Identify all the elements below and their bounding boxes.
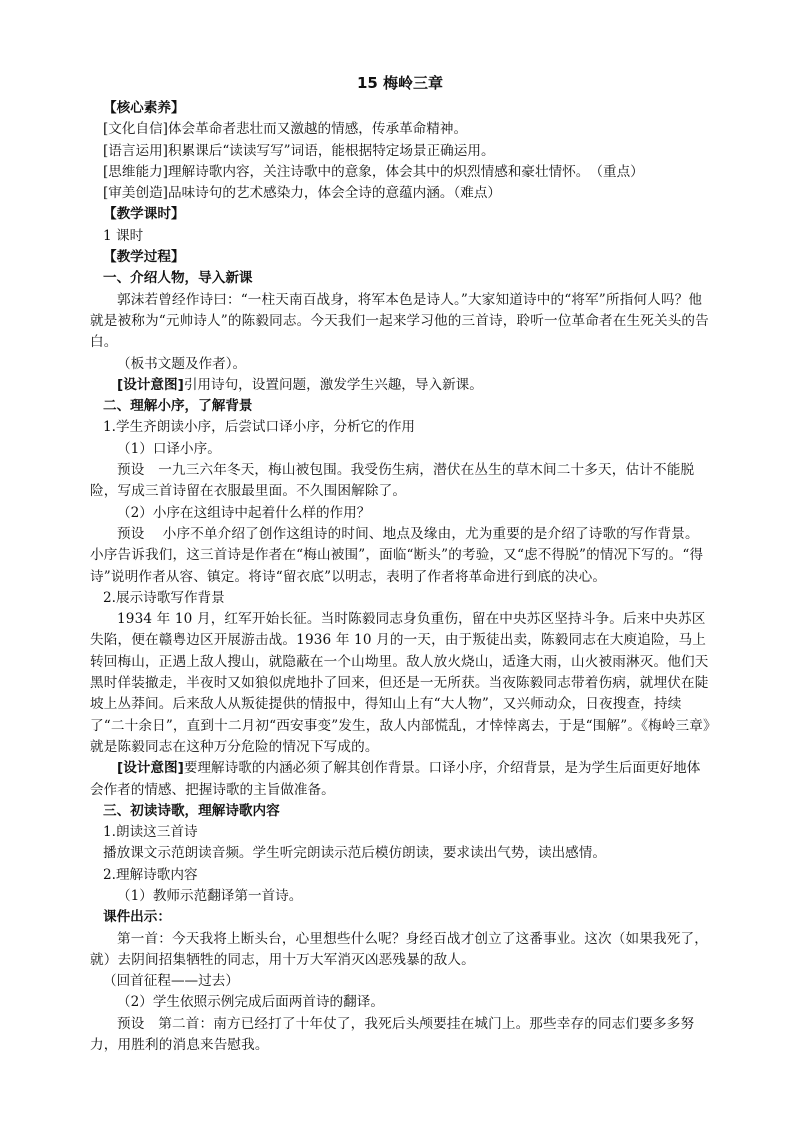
section-2-item-2-paragraph: 1934 年 10 月，红军开始长征。当时陈毅同志身负重伤，留在中央苏区坚持斗争。后来中央苏区失陷，便在赣粤边区开展游击战。1936 年 10 月的一天，由于叛徒出卖，陈毅同志在大庾追险，马上转回梅山，正遇上敌人搜山，就隐蔽在一个山坳里。敌人放火烧山，适逢大雨，山火被雨淋灭。他们天黑时佯装撤走，半夜时又如狼似虎地扑了回来，但还是一无所获。当夜陈毅同志带着伤病，就埋伏在陡坡上丛莽间。后来敌人从叛徒提供的情报中，得知山上有“大人物”，又兴师动众，日夜搜查，持续了“二十余日”，直到十二月初“西安事变”发生，敌人内部慌乱，才悻悻离去，于是“围解”。《梅岭三章》就是陈毅同志在这种万分危险的情况下写成的。: [90, 611, 710, 755]
design-intent-text: 要理解诗歌的内涵必须了解其创作背景。口译小序，介绍背景，是为学生后面更好地体会作者的情感、把握诗歌的主旨做准备。: [90, 760, 701, 798]
section-2-item-2: 2.展示诗歌写作背景: [103, 589, 225, 606]
section-3-item-2b: （2）学生依照示例完成后面两首诗的翻译。: [117, 994, 384, 1011]
core-item-3: [思维能力]理解诗歌内容，关注诗歌中的意象，体会其中的炽烈情感和豪壮情怀。 （重点）: [103, 163, 644, 180]
poem-1-note: （回首征程——过去）: [103, 973, 239, 990]
section-1-intent: [90, 375, 710, 396]
section-2-item-1a: （1）口译小序。: [117, 440, 221, 457]
poem-1-translation: 第一首：今天我将上断头台，心里想些什么呢？身经百战才创立了这番事业。这次（如果我死了，就）去阴间招集牺牲的同志，用十万大军消灭凶恶残暴的敌人。: [90, 930, 708, 968]
hours-value: 1 课时: [103, 227, 144, 244]
section-1-title: 一、介绍人物，导入新课: [103, 270, 253, 287]
design-intent-label: [设计意图]: [117, 376, 184, 393]
core-item-2: [语言运用]积累课后“读读写写”词语，能根据特定场景正确运用。: [103, 142, 495, 159]
core-heading: 【核心素养】: [103, 100, 185, 116]
page-title: 15 梅岭三章: [356, 74, 444, 92]
section-3-title: 三、初读诗歌，理解诗歌内容: [103, 802, 280, 819]
section-2-item-1b: （2）小序在这组诗中起着什么样的作用？: [117, 504, 371, 521]
section-3-item-2: 2.理解诗歌内容: [103, 866, 198, 883]
section-3-item-1: 1.朗读这三首诗: [103, 824, 198, 841]
section-2-title: 二、理解小序，了解背景: [103, 398, 253, 415]
section-2-intent: [90, 758, 710, 801]
core-item-1: [文化自信]体会革命者悲壮而又激越的情感，传承革命精神。: [103, 121, 468, 138]
section-2-item-1b-paragraph: 预设 小序不单介绍了创作这组诗的时间、地点及缘由，尤为重要的是介绍了诗歌的写作背景。小序告诉我们，这三首诗是作者在“梅山被围”，面临“断头”的考验，又“虑不得脱”的情况下写的。“得诗”说明作者从容、镇定。将诗“留衣底”以明志，表明了作者将革命进行到底的决心。: [90, 525, 704, 585]
section-2-item-1a-paragraph: 预设 一九三六年冬天，梅山被包围。我受伤生病，潜伏在丛生的草木间二十多天，估计不能脱险，写成三首诗留在衣服最里面。不久围困解除了。: [90, 462, 695, 500]
design-intent-label: [设计意图]: [117, 760, 184, 777]
document-page: [90, 62, 710, 1056]
section-2-item-1: 1.学生齐朗读小序，后尝试口译小序，分析它的作用: [103, 419, 416, 436]
design-intent-text: 引用诗句，设置问题，激发学生兴趣，导入新课。: [183, 376, 483, 393]
section-3-item-2a: （1）教师示范翻译第一首诗。: [117, 887, 303, 904]
process-heading: 【教学过程】: [103, 249, 185, 266]
core-item-4: [审美创造]品味诗句的艺术感染力，体会全诗的意蕴内涵。（难点）: [103, 185, 502, 202]
poem-2-translation: 预设 第二首：南方已经打了十年仗了，我死后头颅要挂在城门上。那些幸存的同志们要多多努力，用胜利的消息来告慰我。: [90, 1015, 695, 1054]
section-3-item-1-paragraph: 播放课文示范朗读音频。学生听完朗读示范后模仿朗读，要求读出气势，读出感情。: [103, 845, 606, 862]
section-1-paragraph: 郭沫若曾经作诗曰：“一柱天南百战身，将军本色是诗人。”大家知道诗中的“将军”所指何人吗？他就是被称为“元帅诗人”的陈毅同志。今天我们一起来学习他的三首诗，聆听一位革命者在生死关头的告白。: [90, 291, 709, 351]
hours-heading: 【教学课时】: [103, 206, 185, 223]
section-1-board-note: （板书文题及作者）。: [117, 355, 247, 372]
courseware-label: 课件出示：: [103, 909, 171, 926]
